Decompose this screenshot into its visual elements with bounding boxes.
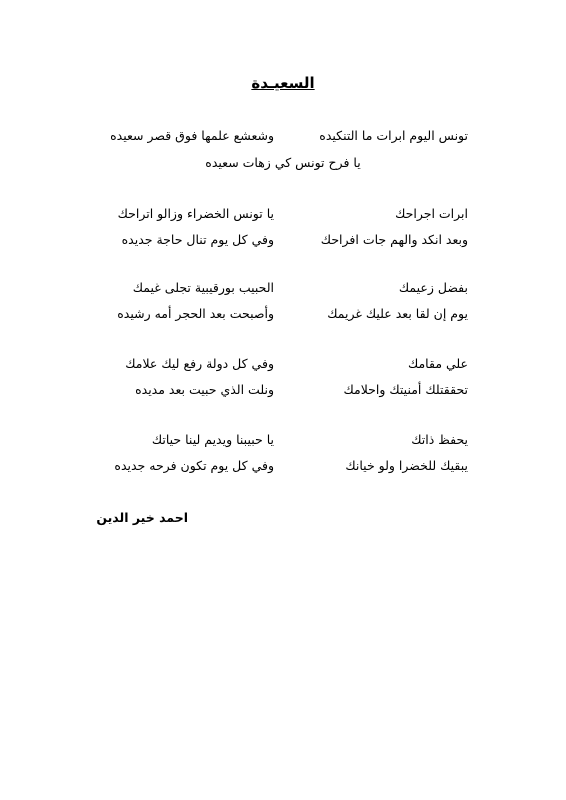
stanza-2-left-1: الحبيب بورقيبية تجلى غيمك [132,280,274,295]
stanza-2-right-1: بفضل زعيمك [398,280,468,295]
stanza-3-right-2: تحققتلك أمنيتك واحلامك [343,382,468,397]
stanza-4-left-2: وفي كل يوم تكون فرحه جديده [114,458,274,473]
stanza-3-right-1: علي مقامك [407,356,468,371]
stanza-3-left-1: وفي كل دولة رفع ليك علامك [125,356,274,371]
stanza-4-left-1: يا حبيبنا ويديم لينا حياتك [151,432,274,447]
stanza-1-left-2: وفي كل يوم تنال حاجة جديده [121,232,274,247]
stanza-3-left-2: ونلت الذي حبيت بعد مديده [135,382,274,397]
poem-author: احمد خير الدين [96,510,188,525]
stanza-2-right-2: يوم إن لقا بعد عليك غريمك [327,306,468,321]
stanza-4-right-1: يحفظ ذاتك [411,432,468,447]
stanza-1-right-1: ابرات اجراحك [395,206,468,221]
stanza-2-left-2: وأصبحت بعد الحجر أمه رشيده [117,306,274,321]
stanza-1-left-1: يا تونس الخضراء وزالو اتراحك [117,206,274,221]
poem-title: السعيـدة [251,74,315,92]
intro-line-1-right: تونس اليوم ابرات ما التنكيده [319,128,468,143]
stanza-1-right-2: وبعد انكد والهم جات افراحك [320,232,468,247]
stanza-4-right-2: يبقيك للخضرا ولو خيانك [345,458,468,473]
intro-line-1-left: وشعشع علمها فوق قصر سعيده [110,128,274,143]
intro-line-2: يا فرح تونس كي زهات سعيده [205,155,361,170]
